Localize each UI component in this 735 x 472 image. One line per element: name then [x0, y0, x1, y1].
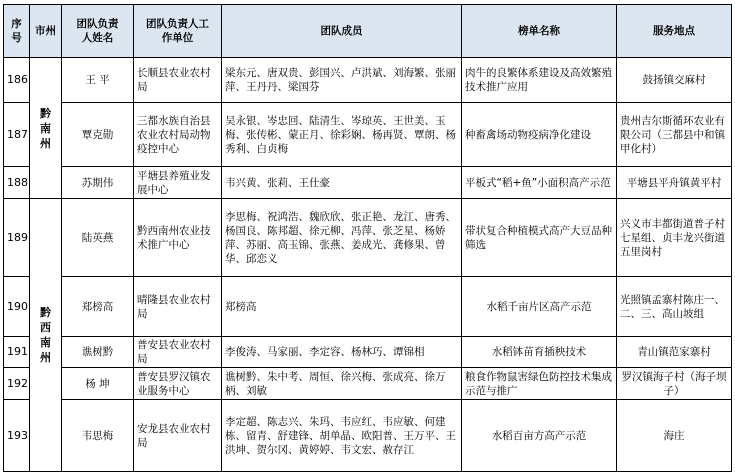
cell-unit: 长顺县农业农村局	[134, 58, 222, 103]
cell-leader: 郑榜高	[62, 277, 134, 337]
cell-leader: 陆英燕	[62, 199, 134, 277]
cell-project: 水稻钵苗育插秧技术	[462, 337, 617, 368]
header-city: 市州	[30, 5, 62, 58]
cell-seq: 186	[4, 58, 30, 103]
cell-project: 种畜禽场动物疫病净化建设	[462, 103, 617, 167]
table-row	[4, 400, 732, 472]
header-members: 团队成员	[222, 5, 462, 58]
cell-project: 粮食作物鼠害绿色防控技术集成示范与推广	[462, 368, 617, 400]
cell-leader: 覃克勋	[62, 103, 134, 167]
cell-project: 水稻百亩方高产示范	[462, 400, 617, 472]
cell-city: 黔西南州	[30, 199, 62, 472]
cell-seq: 187	[4, 103, 30, 167]
cell-location: 平塘县平舟镇黄平村	[617, 167, 732, 199]
cell-seq: 193	[4, 400, 30, 472]
cell-location: 光照镇孟寨村陈庄一、二、三、高山坡组	[617, 277, 732, 337]
cell-seq: 190	[4, 277, 30, 337]
cell-members: 李思梅、祝鸿浩、魏欣欣、张正艳、龙江、唐秀、杨国良、陈邦超、徐元柳、冯萍、张芝星、杨娇萍、苏丽、高玉锦、张燕、姜成光、龚修果、曾华、邱恋义	[222, 199, 462, 277]
cell-seq: 189	[4, 199, 30, 277]
cell-project: 水稻千亩片区高产示范	[462, 277, 617, 337]
cell-unit: 黔西南州农业技术推广中心	[134, 199, 222, 277]
cell-location: 贵州吉尔斯循环农业有限公司（三都县中和镇甲化村）	[617, 103, 732, 167]
cell-location: 兴义市丰都街道普子村七星组、贞丰龙兴街道五里岗村	[617, 199, 732, 277]
header-project: 榜单名称	[462, 5, 617, 58]
cell-members: 梁东元、唐双贵、彭国兴、卢洪斌、刘海繁、张丽萍、王丹丹、梁国芬	[222, 58, 462, 103]
table-row	[4, 199, 732, 277]
cell-members: 吴永银、岑忠回、陆清生、岑琼英、王世美、玉梅、张传彬、蒙正月、徐彩娴、杨再贤、覃朗、杨秀利、白贞梅	[222, 103, 462, 167]
cell-leader: 谯树黔	[62, 337, 134, 368]
cell-city: 黔南州	[30, 58, 62, 199]
cell-members: 谯树黔、朱中考、周恒、徐兴梅、张成亮、徐万柄、刘敏	[222, 368, 462, 400]
table-row	[4, 167, 732, 199]
team-table	[3, 4, 732, 472]
header-leader: 团队负责人姓名	[62, 5, 134, 58]
table-row	[4, 337, 732, 368]
cell-project: 带状复合种植模式高产大豆品种筛选	[462, 199, 617, 277]
table-container	[3, 4, 732, 472]
cell-leader: 杨 坤	[62, 368, 134, 400]
cell-location: 鼓扬镇交麻村	[617, 58, 732, 103]
cell-project: 平板式“稻+鱼”小面积高产示范	[462, 167, 617, 199]
cell-seq: 192	[4, 368, 30, 400]
cell-leader: 王 平	[62, 58, 134, 103]
cell-unit: 安龙县农业农村局	[134, 400, 222, 472]
cell-project: 肉牛的良繁体系建设及高效繁殖技术推广应用	[462, 58, 617, 103]
cell-seq: 191	[4, 337, 30, 368]
cell-seq: 188	[4, 167, 30, 199]
cell-location: 罗汉镇海子村（海子坝子）	[617, 368, 732, 400]
cell-members: 韦兴黄、张莉、王仕豪	[222, 167, 462, 199]
table-row	[4, 368, 732, 400]
cell-unit: 普安县罗汉镇农业服务中心	[134, 368, 222, 400]
cell-members: 李俊涛、马家丽、李定容、杨林巧、谭锦相	[222, 337, 462, 368]
header-location: 服务地点	[617, 5, 732, 58]
cell-location: 海庄	[617, 400, 732, 472]
cell-leader: 韦思梅	[62, 400, 134, 472]
header-unit: 团队负责人工作单位	[134, 5, 222, 58]
cell-unit: 平塘县养殖业发展中心	[134, 167, 222, 199]
table-row	[4, 58, 732, 103]
cell-location: 青山镇范家寨村	[617, 337, 732, 368]
table-row	[4, 103, 732, 167]
table-row	[4, 277, 732, 337]
cell-leader: 苏期伟	[62, 167, 134, 199]
cell-members: 李定超、陈志兴、朱玛、韦应红、韦应敏、何建栋、留青、舒建锋、胡单晶、欧阳普、王万平、王洪坤、贺尔冈、黄婷婷、韦文宏、赦存江	[222, 400, 462, 472]
header-row	[4, 5, 732, 58]
cell-unit: 三都水族自治县农业农村局动物疫控中心	[134, 103, 222, 167]
cell-members: 郑榜高	[222, 277, 462, 337]
header-seq: 序号	[4, 5, 30, 58]
cell-unit: 普安县农业农村局	[134, 337, 222, 368]
cell-unit: 晴隆县农业农村局	[134, 277, 222, 337]
